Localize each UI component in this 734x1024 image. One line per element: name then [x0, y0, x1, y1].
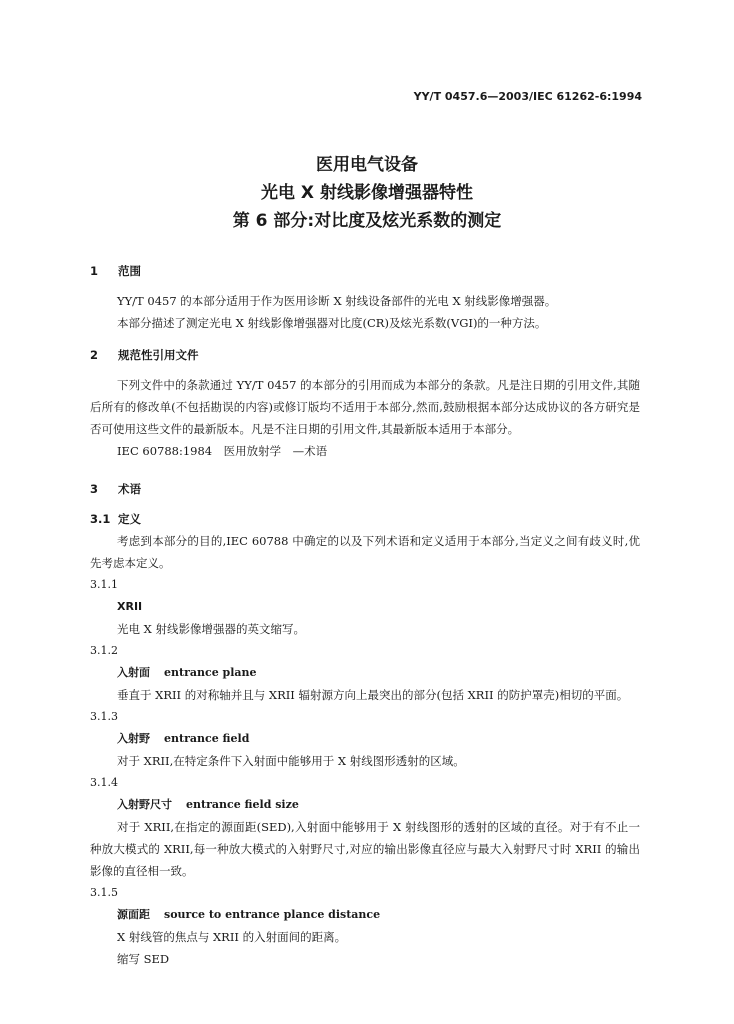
standard-number: YY/T 0457.6—2003/IEC 61262-6:1994: [413, 90, 642, 103]
term-3-1-2-definition: 垂直于 XRII 的对称轴并且与 XRII 辐射源方向上最突出的部分(包括 XRII 的防护罩壳)相切的平面。: [117, 688, 629, 702]
document-title-line-2: 光电 X 射线影像增强器特性: [261, 183, 473, 203]
section-1-number: 1: [90, 264, 99, 278]
section-2-title: 规范性引用文件: [118, 348, 199, 362]
term-3-1-5-abbreviation: 缩写 SED: [117, 952, 170, 966]
section-1-paragraph-2: 本部分描述了测定光电 X 射线影像增强器对比度(CR)及炫光系数(VGI)的一种方法。: [117, 316, 547, 330]
section-1-paragraph-1: YY/T 0457 的本部分适用于作为医用诊断 X 射线设备部件的光电 X 射线影像增强器。: [117, 294, 557, 308]
term-3-1-2-term: 入射面: [117, 666, 150, 679]
document-title-line-3: 第 6 部分:对比度及炫光系数的测定: [232, 211, 502, 231]
section-2: [90, 344, 640, 462]
term-3-1-3-english: entrance field: [164, 732, 250, 745]
term-3-1-5-number: 3.1.5: [90, 886, 118, 899]
term-3-1-5-english: source to entrance plance distance: [164, 908, 381, 921]
subsection-3-1-paragraph: 考虑到本部分的目的,IEC 60788 中确定的以及下列术语和定义适用于本部分,当定义之间有歧义时,优先考虑本定义。: [90, 534, 640, 570]
term-3-1-4-definition: 对于 XRII,在指定的源面距(SED),入射面中能够用于 X 射线图形的透射的区域的直径。对于有不止一种放大模式的 XRII,每一种放大模式的入射野尺寸,对应的输出影像直径应与最大入射野尺寸时 XRII 的输出影像的直径相一致。: [90, 820, 640, 878]
term-3-1-3-definition: 对于 XRII,在特定条件下入射面中能够用于 X 射线图形透射的区域。: [117, 754, 465, 768]
term-3-1-3-name: [90, 728, 640, 750]
term-3-1-1-number: 3.1.1: [90, 578, 118, 591]
term-3-1-4-number: 3.1.4: [90, 776, 118, 789]
term-3-1-2-english: entrance plane: [164, 666, 257, 679]
term-3-1-4-name: [90, 794, 640, 816]
normative-reference: IEC 60788:1984 医用放射学 —术语: [117, 444, 328, 458]
section-1-title: 范围: [118, 264, 141, 278]
subsection-3-1-number: 3.1: [90, 512, 111, 526]
section-3-number: 3: [90, 482, 99, 496]
section-3-title: 术语: [118, 482, 141, 496]
term-3-1-2-name: [90, 662, 640, 684]
section-1: [90, 260, 640, 334]
section-1-heading: [90, 260, 640, 282]
subsection-3-1-title: 定义: [118, 512, 141, 526]
term-3-1-3-number: 3.1.3: [90, 710, 118, 723]
term-3-1-5-term: 源面距: [117, 908, 150, 921]
term-3-1-4-english: entrance field size: [186, 798, 299, 811]
subsection-3-1-heading: [90, 508, 640, 530]
term-3-1-1-definition: 光电 X 射线影像增强器的英文缩写。: [117, 622, 305, 636]
term-3-1-5-definition: X 射线管的焦点与 XRII 的入射面间的距离。: [117, 930, 347, 944]
term-3-1-5-name: [90, 904, 640, 926]
section-2-heading: [90, 344, 640, 366]
term-3-1-1-term: XRII: [117, 600, 143, 613]
section-2-paragraph-1: 下列文件中的条款通过 YY/T 0457 的本部分的引用而成为本部分的条款。凡是注日期的引用文件,其随后所有的修改单(不包括勘误的内容)或修订版均不适用于本部分,然而,鼓励根据本部分达成协议的各方研究是否可使用这些文件的最新版本。凡是不注日期的引用文件,其最新版本适用于本部分。: [90, 378, 640, 436]
section-3: [90, 478, 640, 970]
term-3-1-2-number: 3.1.2: [90, 644, 118, 657]
document-title-line-1: 医用电气设备: [316, 155, 418, 175]
term-3-1-4-term: 入射野尺寸: [117, 798, 172, 811]
section-3-heading: [90, 478, 640, 500]
term-3-1-3-term: 入射野: [117, 732, 150, 745]
section-2-number: 2: [90, 348, 99, 362]
term-3-1-1-name: [90, 596, 640, 618]
